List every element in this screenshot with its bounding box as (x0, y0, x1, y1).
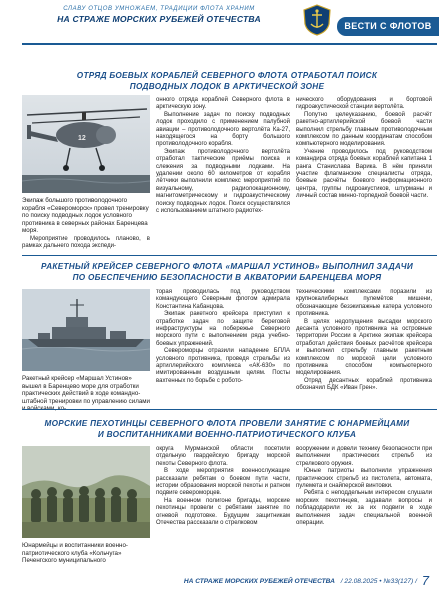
page-footer (184, 573, 429, 588)
article1-col2-paragraph2: Выполнение задач по поиску подводных лодок проходило с применением палубной авиации – противолодочного вертолёта Ка-27, находящегося на борту большого противолодочного корабля. (156, 111, 290, 148)
article2-headline-line1: РАКЕТНЫЙ КРЕЙСЕР СЕВЕРНОГО ФЛОТА «МАРШАЛ УСТИНОВ» ВЫПОЛНИЛ ЗАДАЧИ (40, 262, 414, 271)
article1-col2-paragraph3: Экипаж противолодочного вертолёта отработал тактические приёмы поиска и слежения за подводными лодками. На удалении около 60 километров от корабля лётчики выполнили комплекс мероприятий по визуальному, радиолокационному, магнитометрическому и гидроакустическому поиску подводных лодок. Поиск осуществлялся с использованием штатного радиотех- (156, 148, 290, 215)
article1-helicopter-photo (22, 95, 150, 193)
article2-col2-paragraph3: Североморцы отразили нападение БПЛА условного противника, проведя стрельбы из артиллерийского комплекса «АК-630» по имитированным воздушным целям. Посты вахтенных по борьбе с робото- (156, 348, 290, 384)
article3-col2-paragraph3: На военном полигоне бригады, морские пехотинцы провели с ребятами занятие по огневой подготовке. Будущим защитникам Отечества рассказали о стрелковом (156, 497, 290, 527)
article3-column3 (296, 446, 432, 527)
article3-headline-line1: МОРСКИЕ ПЕХОТИНЦЫ СЕВЕРНОГО ФЛОТА ПРОВЕЛИ ЗАНЯТИЕ С ЮНАРМЕЙЦАМИ (44, 419, 410, 428)
article1-col2-paragraph1: онного отряда кораблей Северного флота в арктическую зону. (156, 97, 290, 111)
article2-col2-paragraph2: Экипаж ракетного крейсера приступил к отработке задач по защите береговой инфраструктуры на побережье Северного морского пути с выполнением ряда учебно-боевых упражнений. (156, 311, 290, 347)
article2-cruiser-photo (22, 289, 150, 371)
article3-group-photo (22, 446, 150, 538)
article2-col3-paragraph2: В целях недопущения высадки морского десанта условного противника на островные территории России в Арктике экипаж крейсера отработал действия боевых расчётов крейсера и выполнил стрельбу главным ракетным комплексом по морской цели условного противника способом компьютерного моделирования. (296, 318, 432, 377)
article2-col3-paragraph1: техническими комплексами поразили из крупнокалиберных пулемётов мишени, обозначающие безэкипажные катера условного противника. (296, 289, 432, 318)
masthead-motto: СЛАВУ ОТЦОВ УМНОЖАЕМ, ТРАДИЦИИ ФЛОТА ХРАНИМ (63, 6, 255, 12)
footer-date-issue: / 22.08.2025 • №33(127) / (340, 578, 417, 585)
article3-col3-paragraph1: вооружении и довели технику безопасности при выполнении практических стрельб из стрелкового оружия. (296, 446, 432, 467)
masthead-title: НА СТРАЖЕ МОРСКИХ РУБЕЖЕЙ ОТЕЧЕСТВА (57, 14, 261, 24)
footer-paper-title: НА СТРАЖЕ МОРСКИХ РУБЕЖЕЙ ОТЕЧЕСТВА (183, 578, 335, 585)
navy-emblem-icon (302, 4, 332, 36)
article1-column1 (22, 236, 150, 251)
article1-photo-caption: Экипаж большого противолодочного корабля «Североморск» провел тренировку по поиску подводных лодок условного противника в северных районах Баренцева моря. (22, 197, 149, 235)
article3-col3-paragraph2: Юные патриоты выполнили упражнения практических стрельб из пистолета, автомата, пулемета и снайперской винтовки. (296, 468, 432, 490)
article3-headline (22, 418, 432, 440)
article2-column3 (296, 289, 432, 393)
article1-col3-paragraph1: нического оборудования и бортовой гидроакустической станции вертолёта. (296, 97, 432, 111)
article3-col3-paragraph3: Ребята с неподдельным интересом слушали морских пехотинцев, задавали вопросы и побладодарили их за их подвиги в ходе выполнения задач специальной военной операции. (296, 490, 432, 527)
article1-headline-line1: ОТРЯД БОЕВЫХ КОРАБЛЕЙ СЕВЕРНОГО ФЛОТА ОТРАБОТАЛ ПОИСК (76, 71, 378, 80)
section-tab: ВЕСТИ С ФЛОТОВ (337, 17, 439, 36)
article1-column2 (156, 97, 290, 216)
article1-headline-line2: ПОДВОДНЫХ ЛОДОК В АРКТИЧЕСКОЙ ЗОНЕ (129, 82, 325, 91)
article3-col2-paragraph2: В ходе мероприятия военнослужащие рассказали ребятам о боевом пути части, истории образования морской пехоты и ратном подвиге североморцев. (156, 468, 290, 497)
article2-headline (22, 261, 432, 283)
article1-col3-paragraph2: Попутно целеуказанию, боевой расчёт ракетно-артиллерийской боевой части выполнил стрельбу главным противолодочным комплексом по данным координатам способом компьютерного моделирования. (296, 111, 432, 148)
article1-col3-paragraph3: Учение проводилось под руководством командира отряда боевых кораблей капитана 1 ранга Станислава Варика. В нём приняли участие флагманские специалисты отряда, боевые расчёты боевого информационного центра, группы гидроакустиков, штурманы и личный состав минно-торпедной боевой части. (296, 148, 432, 200)
article1-col1-paragraph: Мероприятие проводилось планово, в рамках дальнего похода экспеди- (22, 236, 150, 250)
article2-divider (22, 409, 437, 410)
article3-headline-line2: И ВОСПИТАННИКАМИ ВОЕННО-ПАТРИОТИЧЕСКОГО КЛУБА (97, 430, 357, 439)
article2-headline-line2: ПО ОБЕСПЕЧЕНИЮ БЕЗОПАСНОСТИ В АКВАТОРИИ БАРЕНЦЕВА МОРЯ (72, 273, 382, 282)
article2-col3-paragraph3: Отряд десантных кораблей противника обозначил БДК «Иван Грен». (296, 377, 432, 392)
article1-column3 (296, 97, 432, 201)
page-number: 7 (421, 573, 429, 588)
masthead (24, 6, 294, 24)
svg-text:12: 12 (78, 135, 86, 142)
article1-headline (22, 70, 432, 92)
article3-column2 (156, 446, 290, 527)
header-divider (22, 43, 437, 45)
article3-photo-caption: Юнармейцы и воспитанники военно-патриотического клуба «Кольчуга» Печенгского муниципального (22, 542, 128, 565)
article2-col2-paragraph1: торая проводилась под руководством командующего Северным флотом адмирала Константина Кабанцова. (156, 289, 290, 310)
article2-photo-caption: Ракетный крейсер «Маршал Устинов» вышел в Баренцево море для отработки практических действий в ходе командно-штабной тренировки по управлению силами (22, 375, 150, 405)
article3-col2-paragraph1: округа Мурманской области посетили отдельную гвардейскую бригаду морской пехоты Северного флота. (156, 446, 290, 467)
article1-divider (22, 255, 437, 256)
article2-column2 (156, 289, 290, 385)
